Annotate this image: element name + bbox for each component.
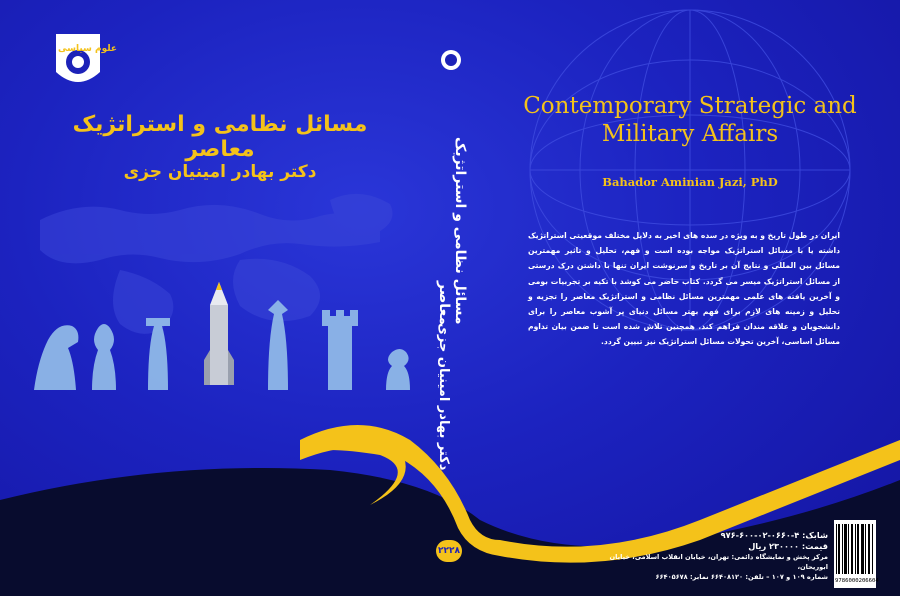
bishop-piece bbox=[92, 324, 116, 390]
address-line2: شماره ۱۰۹ و ۱۰۷ – تلفن: ۶۶۴۰۸۱۲۰ نمابر: ۶۶۴۰۵۶۷۸ bbox=[655, 573, 828, 581]
front-title-line1: Contemporary Strategic and bbox=[523, 93, 857, 119]
rook-piece bbox=[322, 310, 358, 390]
back-title: مسائل نظامی و استراتژیک معاصر bbox=[72, 112, 368, 162]
publisher-name: علوم سیاسی bbox=[58, 44, 118, 54]
front-blurb: ایران در طول تاریخ و به ویژه در سده های اخیر به دلایل مختلف موقعیتی استراتژیک داشته یا با مسائل استراتژیک مواجه بوده است و فهم، تحلیل و تاثیر مهمترین مسائل بین المللی و نتایج آن بر تاریخ و سرنوشت ایران تنها با داشتن درک درستی از مسائل استراتژیک میسر می گردد. کتاب حاضر می کوشد با تکیه بر تجربیات بومی و آخرین یافته های علمی مهمترین مسائل نظامی و استراتژیک معاصر را تجزیه و تحلیل و زمینه های لازم برای فهم بهتر مسائل دنیای پر آشوب معاصر را برای دانشجویان و علاقه مندان فراهم کند. همچنین تلاش شده است تا ضمن بیان تداوم مسائل اساسی، آخرین تحولات مسائل استراتژیک نیز تبیین گردد. bbox=[528, 231, 840, 347]
spine-author: دکتر بهادر امینیان جزی bbox=[436, 322, 451, 470]
spine-title: مسائل نظامی و استراتژیک معاصر bbox=[436, 137, 468, 325]
address-line1: مرکز پخش و نمایشگاه دائمی: تهران، خیابان انقلاب اسلامی، خیابان ابوریحان، bbox=[609, 553, 828, 571]
spine-number-badge: ۲۲۲۸ bbox=[436, 540, 462, 562]
barcode-bars-icon bbox=[834, 520, 876, 578]
front-title bbox=[520, 92, 860, 148]
front-title-line2: Military Affairs bbox=[601, 121, 779, 147]
price-text: قیمت: ۲۳۰۰۰۰ ریال bbox=[748, 541, 828, 551]
barcode-digits: 9786000206604 bbox=[835, 578, 879, 584]
knight-piece bbox=[34, 325, 78, 390]
isbn-text: شابک: ۴-۰۶۶۰-۰۲-۶۰۰-۹۷۶ bbox=[720, 530, 828, 540]
pawn-piece bbox=[386, 349, 410, 390]
back-author: دکتر بهادر امینیان جزی bbox=[123, 162, 317, 182]
publisher-logo-icon bbox=[52, 30, 104, 90]
missile bbox=[204, 282, 234, 385]
imprint-block bbox=[598, 530, 828, 582]
front-author: Bahador Aminian Jazi, PhD bbox=[602, 175, 778, 189]
